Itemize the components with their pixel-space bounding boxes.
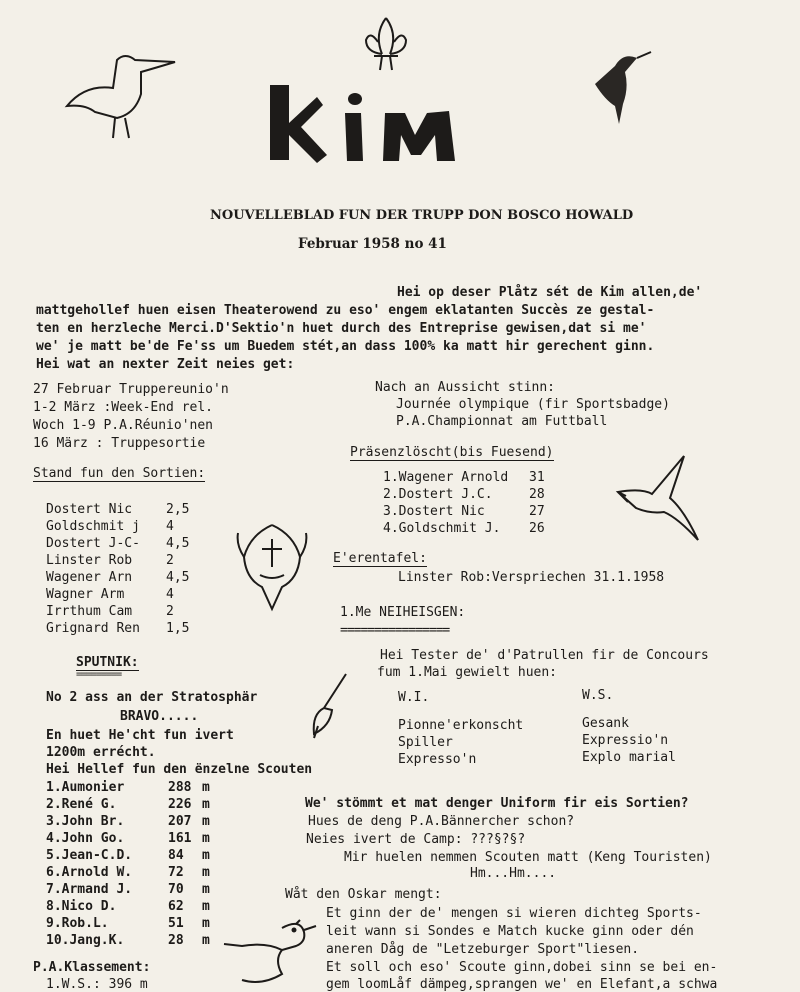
presence-value: 26 xyxy=(529,521,545,536)
sputnik-row xyxy=(46,882,210,897)
stand-row xyxy=(46,621,189,636)
stand-name: Irrthum Cam xyxy=(46,604,133,619)
sputnik-name: 4.John Go. xyxy=(46,831,125,846)
sputnik-value: 84 xyxy=(168,848,184,863)
classement-first: 1.W.S.: 396 m xyxy=(46,977,148,992)
calendar-line-3: Woch 1-9 P.A.Réunio'nen xyxy=(33,418,214,433)
stand-name: Dostert J-C- xyxy=(46,536,140,551)
question-line-1: We' stömmt et mat denger Uniform fir eis Sortien? xyxy=(305,796,689,811)
stand-score: 2 xyxy=(166,553,174,568)
sputnik-line-4: 1200m errécht. xyxy=(46,745,156,760)
stand-name: Grignard Ren xyxy=(46,621,140,636)
presence-heading: Präsenzlöscht(bis Fuesend) xyxy=(350,445,554,460)
sputnik-name: 7.Armand J. xyxy=(46,882,133,897)
news-line-1: Hei Tester de' d'Patrullen fir de Concours xyxy=(380,648,709,663)
oskar-line-1: Et ginn der de' mengen si wieren dichteg Sports- xyxy=(326,906,702,921)
sputnik-name: 1.Aumonier xyxy=(46,780,125,795)
news-col1-head: W.I. xyxy=(398,690,430,705)
bird-drawing-icon xyxy=(585,44,655,129)
kim-logo-art xyxy=(265,75,480,170)
outlook-heading: Nach an Aussicht stinn: xyxy=(375,380,556,395)
presence-row xyxy=(383,521,545,536)
stand-name: Wagener Arn xyxy=(46,570,133,585)
honor-text: Linster Rob:Verspriechen 31.1.1958 xyxy=(398,570,665,585)
news-heading: 1.Me NEIHEISGEN: xyxy=(340,605,466,620)
stand-heading: Stand fun den Sortien: xyxy=(33,466,206,481)
stand-name: Wagner Arm xyxy=(46,587,125,602)
oskar-line-3: aneren Dåg de "Letzeburger Sport"liesen. xyxy=(326,942,640,957)
calendar-line-4: 16 März : Truppesortie xyxy=(33,436,206,451)
sputnik-value: 226 xyxy=(168,797,192,812)
presence-name: 4.Goldschmit J. xyxy=(383,521,501,536)
sputnik-name: 10.Jang.K. xyxy=(46,933,125,948)
question-line-3: Neies ivert de Camp: ???§?§? xyxy=(306,832,526,847)
outlook-item-1: Journée olympique (fir Sportsbadge) xyxy=(396,397,670,412)
stand-row xyxy=(46,553,174,568)
stand-row xyxy=(46,519,174,534)
stand-score: 2 xyxy=(166,604,174,619)
presence-row xyxy=(383,504,545,519)
sputnik-unit: m xyxy=(202,831,210,846)
oskar-line-4: Et soll och eso' Scoute ginn,dobei sinn se bei en- xyxy=(326,960,718,975)
sputnik-unit: m xyxy=(202,882,210,897)
stand-row xyxy=(46,570,189,585)
tourists-hm: Hm...Hm.... xyxy=(470,866,557,881)
sputnik-name: 2.René G. xyxy=(46,797,117,812)
tourists-line: Mir huelen nemmen Scouten matt (Keng Touristen) xyxy=(344,850,712,865)
presence-row xyxy=(383,487,545,502)
presence-name: 1.Wagener Arnold xyxy=(383,470,509,485)
sputnik-value: 72 xyxy=(168,865,184,880)
sputnik-value: 28 xyxy=(168,933,184,948)
swallow-drawing-icon xyxy=(612,450,707,545)
newsletter-subtitle: NOUVELLEBLAD FUN DER TRUPP DON BOSCO HOWALD xyxy=(210,208,634,223)
oskar-heading: Wåt den Oskar mengt: xyxy=(285,887,442,902)
stand-name: Linster Rob xyxy=(46,553,133,568)
sputnik-row xyxy=(46,865,210,880)
news-col1-item: Pionne'erkonscht xyxy=(398,718,524,733)
oskar-bird-drawing-icon xyxy=(222,900,332,991)
sputnik-value: 207 xyxy=(168,814,192,829)
news-divider: ================ xyxy=(340,623,450,638)
news-col2-item: Gesank xyxy=(582,716,629,731)
stand-name: Dostert Nic xyxy=(46,502,133,517)
stand-score: 2,5 xyxy=(166,502,190,517)
presence-value: 27 xyxy=(529,504,545,519)
badge-drawing-icon xyxy=(230,515,315,615)
sputnik-unit: m xyxy=(202,814,210,829)
question-line-2: Hues de deng P.A.Bännercher schon? xyxy=(308,814,575,829)
sputnik-value: 62 xyxy=(168,899,184,914)
fleur-de-lis-icon xyxy=(360,14,412,74)
presence-name: 3.Dostert Nic xyxy=(383,504,485,519)
classement-heading: P.A.Klassement: xyxy=(33,960,151,975)
stand-score: 1,5 xyxy=(166,621,190,636)
stand-score: 4 xyxy=(166,587,174,602)
sputnik-row xyxy=(46,916,210,931)
sputnik-unit: m xyxy=(202,899,210,914)
sputnik-line-3: En huet He'cht fun ivert xyxy=(46,728,234,743)
outlook-item-2: P.A.Championnat am Futtball xyxy=(396,414,608,429)
calendar-line-1: 27 Februar Truppereunio'n xyxy=(33,382,229,397)
sputnik-value: 70 xyxy=(168,882,184,897)
sputnik-value: 51 xyxy=(168,916,184,931)
pelican-drawing-icon xyxy=(55,48,185,143)
sputnik-unit: m xyxy=(202,865,210,880)
news-col2-item: Expressio'n xyxy=(582,733,669,748)
intro-line-4: we' je matt be'de Fe'ss um Buedem stét,an dass 100% ka matt hir gerechent ginn. xyxy=(36,339,655,354)
stand-name: Goldschmit j xyxy=(46,519,140,534)
sputnik-row xyxy=(46,814,210,829)
sputnik-name: 8.Nico D. xyxy=(46,899,117,914)
news-line-2: fum 1.Mai gewielt huen: xyxy=(377,665,558,680)
sputnik-row xyxy=(46,899,210,914)
news-col1-item: Expresso'n xyxy=(398,752,477,767)
intro-line-3: ten en herzleche Merci.D'Sektio'n huet durch des Entreprise gewisen,dat si me' xyxy=(36,321,647,336)
sputnik-name: 6.Arnold W. xyxy=(46,865,133,880)
sputnik-underline: ========= xyxy=(76,669,122,680)
sputnik-row xyxy=(46,797,210,812)
stand-row xyxy=(46,536,189,551)
sputnik-row xyxy=(46,780,210,795)
sputnik-value: 161 xyxy=(168,831,192,846)
sputnik-line-5: Hei Hellef fun den ënzelne Scouten xyxy=(46,762,313,777)
sputnik-name: 3.John Br. xyxy=(46,814,125,829)
presence-row xyxy=(383,470,545,485)
sputnik-line-2: BRAVO..... xyxy=(120,709,199,724)
sputnik-row xyxy=(46,848,210,863)
stand-score: 4,5 xyxy=(166,536,190,551)
sputnik-name: 5.Jean-C.D. xyxy=(46,848,133,863)
sputnik-unit: m xyxy=(202,797,210,812)
sputnik-unit: m xyxy=(202,933,210,948)
calendar-line-2: 1-2 März :Week-End rel. xyxy=(33,400,214,415)
presence-value: 28 xyxy=(529,487,545,502)
sputnik-heading: SPUTNIK: xyxy=(76,655,139,670)
honor-heading: E'erentafel: xyxy=(333,551,427,566)
news-col1-item: Spiller xyxy=(398,735,453,750)
news-col2-head: W.S. xyxy=(582,688,614,703)
oskar-line-2: leit wann si Sondes e Match kucke ginn oder dén xyxy=(326,924,694,939)
stand-score: 4,5 xyxy=(166,570,190,585)
issue-line: Februar 1958 no 41 xyxy=(298,236,447,252)
intro-line-1: Hei op deser Plåtz sét de Kim allen,de' xyxy=(397,285,703,300)
news-col2-item: Explo marial xyxy=(582,750,676,765)
stand-row xyxy=(46,604,174,619)
presence-value: 31 xyxy=(529,470,545,485)
presence-name: 2.Dostert J.C. xyxy=(383,487,493,502)
sputnik-unit: m xyxy=(202,848,210,863)
sputnik-unit: m xyxy=(202,780,210,795)
stand-row xyxy=(46,587,174,602)
rocket-drawing-icon xyxy=(300,670,355,740)
oskar-line-5: gem loomLåf dämpeg,sprangen we' en Elefant,a schwa xyxy=(326,977,718,992)
stand-row xyxy=(46,502,189,517)
sputnik-row xyxy=(46,831,210,846)
sputnik-line-1: No 2 ass an der Stratosphär xyxy=(46,690,258,705)
sputnik-row xyxy=(46,933,210,948)
intro-line-2: mattgehollef huen eisen Theaterowend zu eso' engem eklatanten Succès ze gestal- xyxy=(36,303,655,318)
intro-line-5: Hei wat an nexter Zeit neies get: xyxy=(36,357,295,372)
sputnik-value: 288 xyxy=(168,780,192,795)
sputnik-unit: m xyxy=(202,916,210,931)
stand-score: 4 xyxy=(166,519,174,534)
sputnik-name: 9.Rob.L. xyxy=(46,916,109,931)
